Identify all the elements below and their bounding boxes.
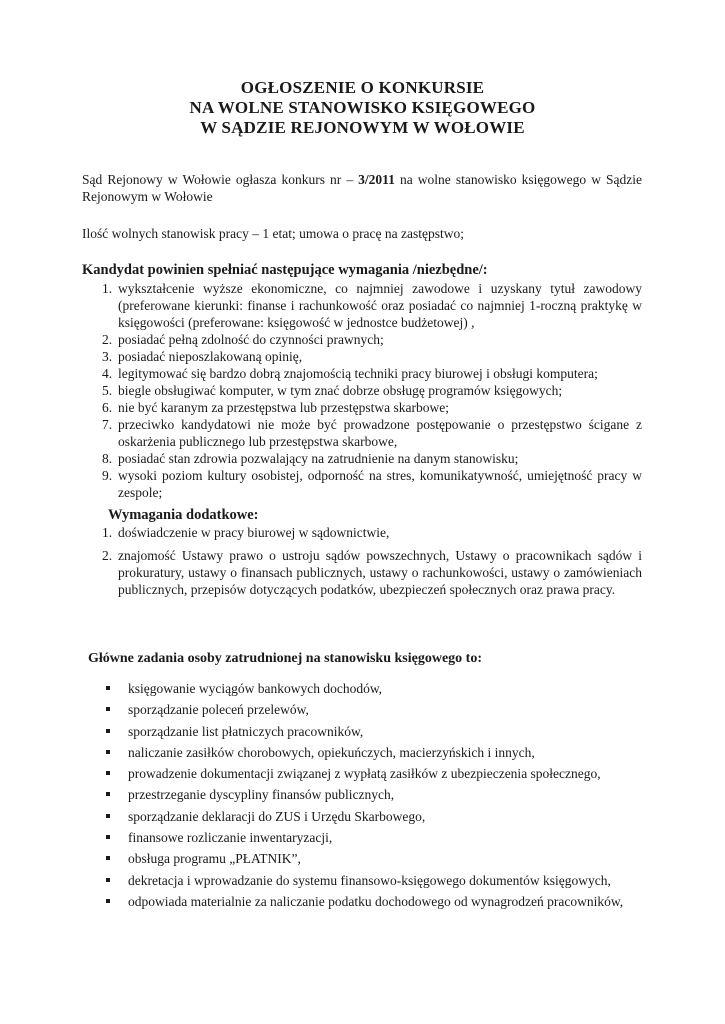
list-item: dekretacja i wprowadzanie do systemu finansowo-księgowego dokumentów księgowych, — [82, 872, 642, 889]
list-item: sporządzanie poleceń przelewów, — [82, 701, 642, 718]
competition-number: 3/2011 — [358, 172, 395, 187]
list-item: 2. posiadać pełną zdolność do czynności prawnych; — [102, 332, 384, 347]
list-item: finansowe rozliczanie inwentaryzacji, — [82, 829, 642, 846]
title-line-3: W SĄDZIE REJONOWYM W WOŁOWIE — [200, 118, 525, 137]
list-item: odpowiada materialnie za naliczanie podatku dochodowego od wynagrodzeń pracowników, — [82, 893, 642, 910]
list-item: 5. biegle obsługiwać komputer, w tym znać dobrze obsługę programów księgowych; — [102, 383, 563, 398]
additional-heading: Wymagania dodatkowe: — [108, 507, 259, 523]
tasks-list — [82, 680, 642, 914]
requirements-list — [82, 280, 642, 501]
title-line-1: OGŁOSZENIE O KONKURSIE — [240, 78, 485, 97]
list-item: naliczanie zasiłków chorobowych, opiekuńczych, macierzyńskich i innych, — [82, 744, 642, 761]
additional-list — [82, 524, 642, 598]
list-item: przestrzeganie dyscypliny finansów publicznych, — [82, 786, 642, 803]
page-title — [0, 78, 725, 138]
list-item: księgowanie wyciągów bankowych dochodów, — [82, 680, 642, 697]
list-item: 9. wysoki poziom kultury osobistej, odporność na stres, komunikatywność, umiejętność pracy w zespole; — [102, 468, 642, 500]
requirements-heading: Kandydat powinien spełniać następujące wymagania /niezbędne/: — [82, 262, 488, 278]
tasks-heading: Główne zadania osoby zatrudnionej na stanowisku księgowego to: — [88, 651, 482, 666]
list-item: 1. wykształcenie wyższe ekonomiczne, co najmniej zawodowe i uzyskany tytuł zawodowy (preferowane kierunki: finanse i rachunkowość oraz posiadać co najmniej 1-roczną praktykę w księgowości (preferowane: księgowość w jednostce budżetowej) , — [102, 281, 642, 330]
intro-text-after: na wolne stanowisko księgowego w Sądzie Rejonowym w Wołowie — [82, 172, 642, 204]
title-line-2: NA WOLNE STANOWISKO KSIĘGOWEGO — [189, 98, 536, 117]
list-item: 6. nie być karanym za przestępstwa lub przestępstwa skarbowe; — [102, 400, 450, 415]
list-item: 4. legitymować się bardzo dobrą znajomością techniki pracy biurowej i obsługi komputera; — [102, 366, 598, 381]
intro-text-before: Sąd Rejonowy w Wołowie ogłasza konkurs nr – — [82, 172, 359, 187]
list-item: 3. posiadać nieposzlakowaną opinię, — [102, 349, 303, 364]
list-item: 7. przeciwko kandydatowi nie może być prowadzone postępowanie o przestępstwo ścigane z oskarżenia publicznego lub przestępstwa skarbowe, — [102, 417, 642, 449]
list-item: 8. posiadać stan zdrowia pozwalający na zatrudnienie na danym stanowisku; — [102, 451, 519, 466]
list-item: prowadzenie dokumentacji związanej z wypłatą zasiłków z ubezpieczenia społecznego, — [82, 765, 642, 782]
list-item: sporządzanie list płatniczych pracowników, — [82, 723, 642, 740]
list-item: sporządzanie deklaracji do ZUS i Urzędu Skarbowego, — [82, 808, 642, 825]
intro-paragraph — [82, 171, 642, 205]
list-item: 2. znajomość Ustawy prawo o ustroju sądów powszechnych, Ustawy o pracownikach sądów i prokuratury, ustawy o finansach publicznych, ustawy o rachunkowości, ustawy o zamówieniach publicznych, przepisów dotyczących podatków, ubezpieczeń społecznych oraz prawa pracy. — [102, 548, 642, 597]
list-item: 1. doświadczenie w pracy biurowej w sądownictwie, — [102, 525, 390, 540]
positions-paragraph: Ilość wolnych stanowisk pracy – 1 etat; umowa o pracę na zastępstwo; — [82, 226, 465, 241]
list-item: obsługa programu „PŁATNIK”, — [82, 850, 642, 867]
